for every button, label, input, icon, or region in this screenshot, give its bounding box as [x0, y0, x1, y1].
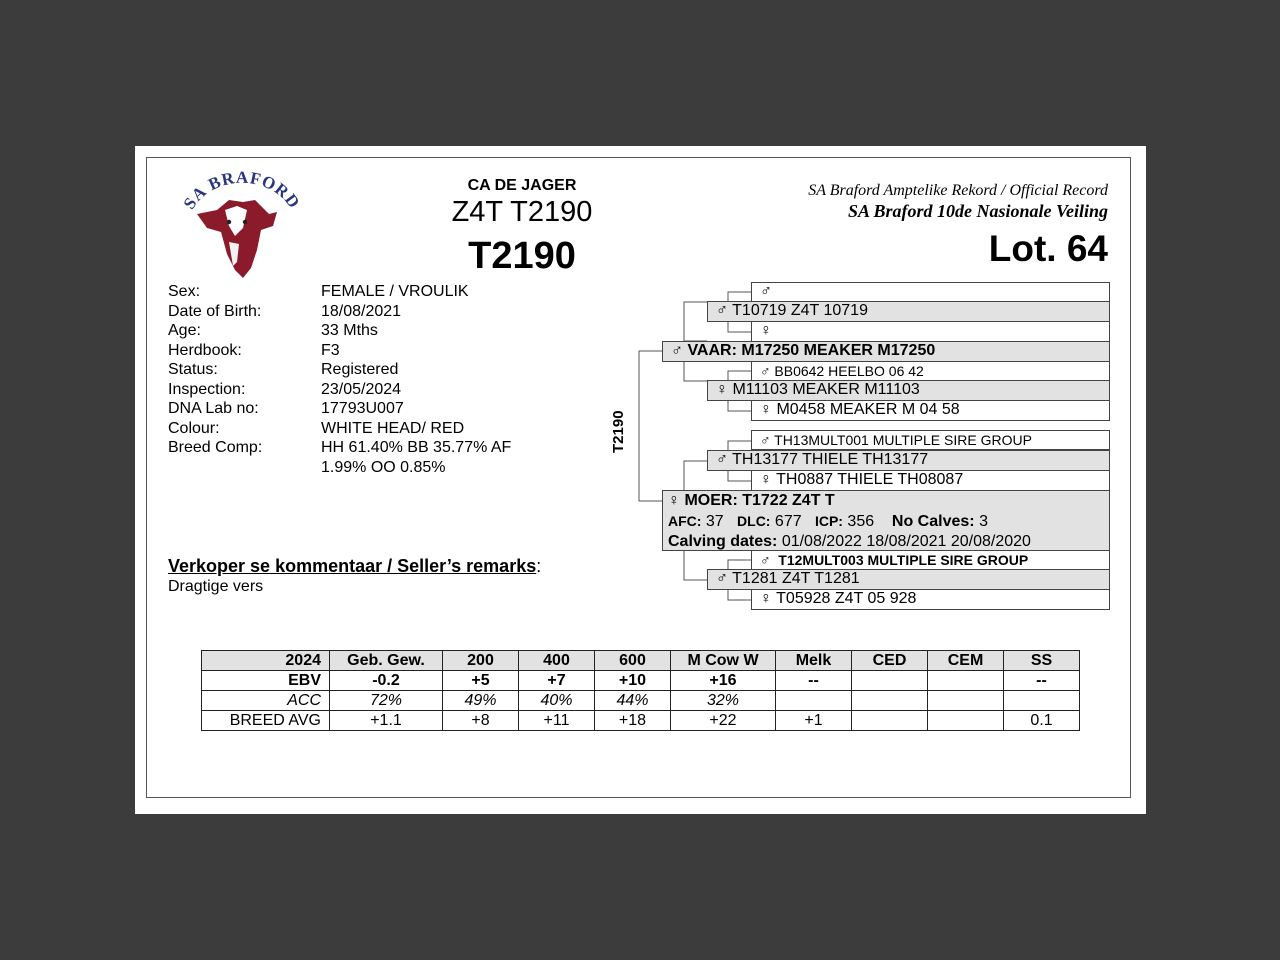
animal-id: T2190: [468, 235, 576, 277]
ebv-cell: +18: [595, 711, 671, 731]
breed-avg-row: [202, 711, 1080, 731]
ebv-row: [202, 671, 1080, 691]
detail-value: FEMALE / VROULIK: [321, 283, 469, 300]
ebv-cell: --: [776, 671, 852, 691]
remarks-colon: :: [536, 556, 542, 576]
lot-number: Lot. 64: [988, 228, 1108, 269]
male-symbol: ♂: [760, 552, 771, 568]
ebv-cell: +11: [519, 711, 595, 731]
registration-id: Z4T T2190: [451, 196, 593, 228]
pedigree-dam-sire-sire: ♂ TH13MULT001 MULTIPLE SIRE GROUP: [751, 430, 1110, 450]
pedigree-subject-label: T2190: [610, 410, 627, 453]
detail-value: F3: [321, 341, 340, 359]
ebv-cell: [928, 691, 1004, 711]
official-record-line: SA Braford Amptelike Rekord / Official Record: [808, 182, 1108, 199]
calves-value: 3: [979, 513, 988, 530]
ebv-cell: +10: [595, 671, 671, 691]
detail-label: Inspection:: [168, 380, 246, 398]
pedigree-dam-dam-sire: [751, 550, 1110, 570]
ebv-cell: 72%: [330, 691, 443, 711]
detail-value: 33 Mths: [321, 322, 378, 339]
ebv-cell: +22: [671, 711, 776, 731]
ebv-cell: [928, 711, 1004, 731]
calving-value: 01/08/2022 18/08/2021 20/08/2020: [781, 533, 1031, 550]
dam-title: ♀ MOER: T1722 Z4T T: [668, 492, 835, 509]
detail-label: Colour:: [168, 419, 220, 437]
ebv-cell: [776, 691, 852, 711]
ebv-header-cell: 600: [595, 651, 671, 671]
ebv-cell: 0.1: [1004, 711, 1080, 731]
ebv-cell: [852, 691, 928, 711]
ebv-cell: 44%: [595, 691, 671, 711]
dlc-label: DLC:: [737, 513, 771, 529]
pedigree-sire-sire-dam: ♀: [751, 321, 1110, 342]
breeder-name: CA DE JAGER: [467, 177, 577, 194]
record-card: [135, 146, 1146, 814]
ebv-cell: BREED AVG: [202, 711, 330, 731]
detail-value: Registered: [321, 361, 399, 378]
pedigree-dam-dam-dam: ♀ T05928 Z4T 05 928: [751, 589, 1110, 610]
detail-value: WHITE HEAD/ RED: [321, 419, 465, 437]
ebv-cell: 49%: [443, 691, 519, 711]
svg-text:SA BRAFORD: SA BRAFORD: [179, 170, 305, 213]
ebv-header-cell: 200: [443, 651, 519, 671]
ebv-header-cell: M Cow W: [671, 651, 776, 671]
ebv-cell: [852, 711, 928, 731]
pedigree-sire-dam-dam: ♀ M0458 MEAKER M 04 58: [751, 400, 1110, 421]
detail-value: 18/08/2021: [321, 302, 402, 320]
pedigree-dam: [662, 490, 1110, 551]
ebv-cell: [928, 671, 1004, 691]
detail-value: HH 61.40% BB 35.77% AF 1.99% OO 0.85%: [321, 439, 512, 476]
pedigree-dam-dam: ♂ T1281 Z4T T1281: [707, 569, 1110, 590]
calving-dates: [668, 532, 1109, 552]
ebv-cell: [1004, 691, 1080, 711]
detail-value: 17793U007: [321, 400, 404, 417]
ebv-cell: [852, 671, 928, 691]
pedigree-sire-dam-sire: ♂ BB0642 HEELBO 06 42: [751, 361, 1110, 381]
afc-value: 37: [705, 513, 724, 530]
ebv-header-cell: 2024: [202, 651, 330, 671]
dam-dam-sire-name: T12MULT003 MULTIPLE SIRE GROUP: [778, 552, 1029, 568]
pedigree-sire-sire-sire: ♂: [751, 282, 1110, 302]
icp-value: 356: [847, 513, 875, 530]
detail-label: Status:: [168, 361, 218, 378]
ebv-cell: +1: [776, 711, 852, 731]
pedigree-sire-sire: ♂ T10719 Z4T 10719: [707, 301, 1110, 322]
record-border: [146, 157, 1131, 798]
ebv-cell: 32%: [671, 691, 776, 711]
ebv-cell: ACC: [202, 691, 330, 711]
acc-row: [202, 691, 1080, 711]
pedigree-dam-sire-dam: ♀ TH0887 THIELE TH08087: [751, 470, 1110, 491]
ebv-header-row: [202, 651, 1080, 671]
detail-label: Sex:: [168, 283, 201, 300]
ebv-header-cell: CED: [852, 651, 928, 671]
ebv-header-cell: CEM: [928, 651, 1004, 671]
dlc-value: 677: [774, 513, 802, 530]
icp-label: ICP:: [814, 513, 843, 529]
ebv-cell: -0.2: [330, 671, 443, 691]
ebv-cell: +5: [443, 671, 519, 691]
ebv-header-cell: Geb. Gew.: [330, 651, 443, 671]
remarks-heading-text: Verkoper se kommentaar / Seller’s remarks: [168, 556, 537, 576]
detail-value: 23/05/2024: [321, 380, 402, 398]
ebv-header-cell: 400: [519, 651, 595, 671]
detail-label: Date of Birth:: [168, 302, 262, 320]
dam-stats: [668, 511, 1109, 532]
ebv-header-cell: SS: [1004, 651, 1080, 671]
pedigree-dam-sire: ♂ TH13177 THIELE TH13177: [707, 450, 1110, 471]
detail-label: Herdbook:: [168, 341, 242, 359]
remarks-text: Dragtige vers: [168, 578, 264, 595]
detail-label: DNA Lab no:: [168, 400, 259, 417]
ebv-header-cell: Melk: [776, 651, 852, 671]
pedigree-sire: ♂ VAAR: M17250 MEAKER M17250: [662, 341, 1110, 362]
calves-label: No Calves:: [891, 513, 975, 530]
auction-name: SA Braford 10de Nasionale Veiling: [847, 201, 1108, 221]
detail-label: Breed Comp:: [168, 439, 263, 456]
ebv-cell: +16: [671, 671, 776, 691]
detail-label: Age:: [168, 322, 201, 339]
pedigree-sire-dam: ♀ M11103 MEAKER M11103: [707, 380, 1110, 401]
ebv-cell: +8: [443, 711, 519, 731]
ebv-cell: --: [1004, 671, 1080, 691]
ebv-cell: 40%: [519, 691, 595, 711]
afc-label: AFC:: [668, 513, 702, 529]
ebv-cell: +7: [519, 671, 595, 691]
ebv-table: [201, 650, 1080, 731]
ebv-cell: +1.1: [330, 711, 443, 731]
calving-label: Calving dates:: [668, 533, 778, 550]
ebv-cell: EBV: [202, 671, 330, 691]
